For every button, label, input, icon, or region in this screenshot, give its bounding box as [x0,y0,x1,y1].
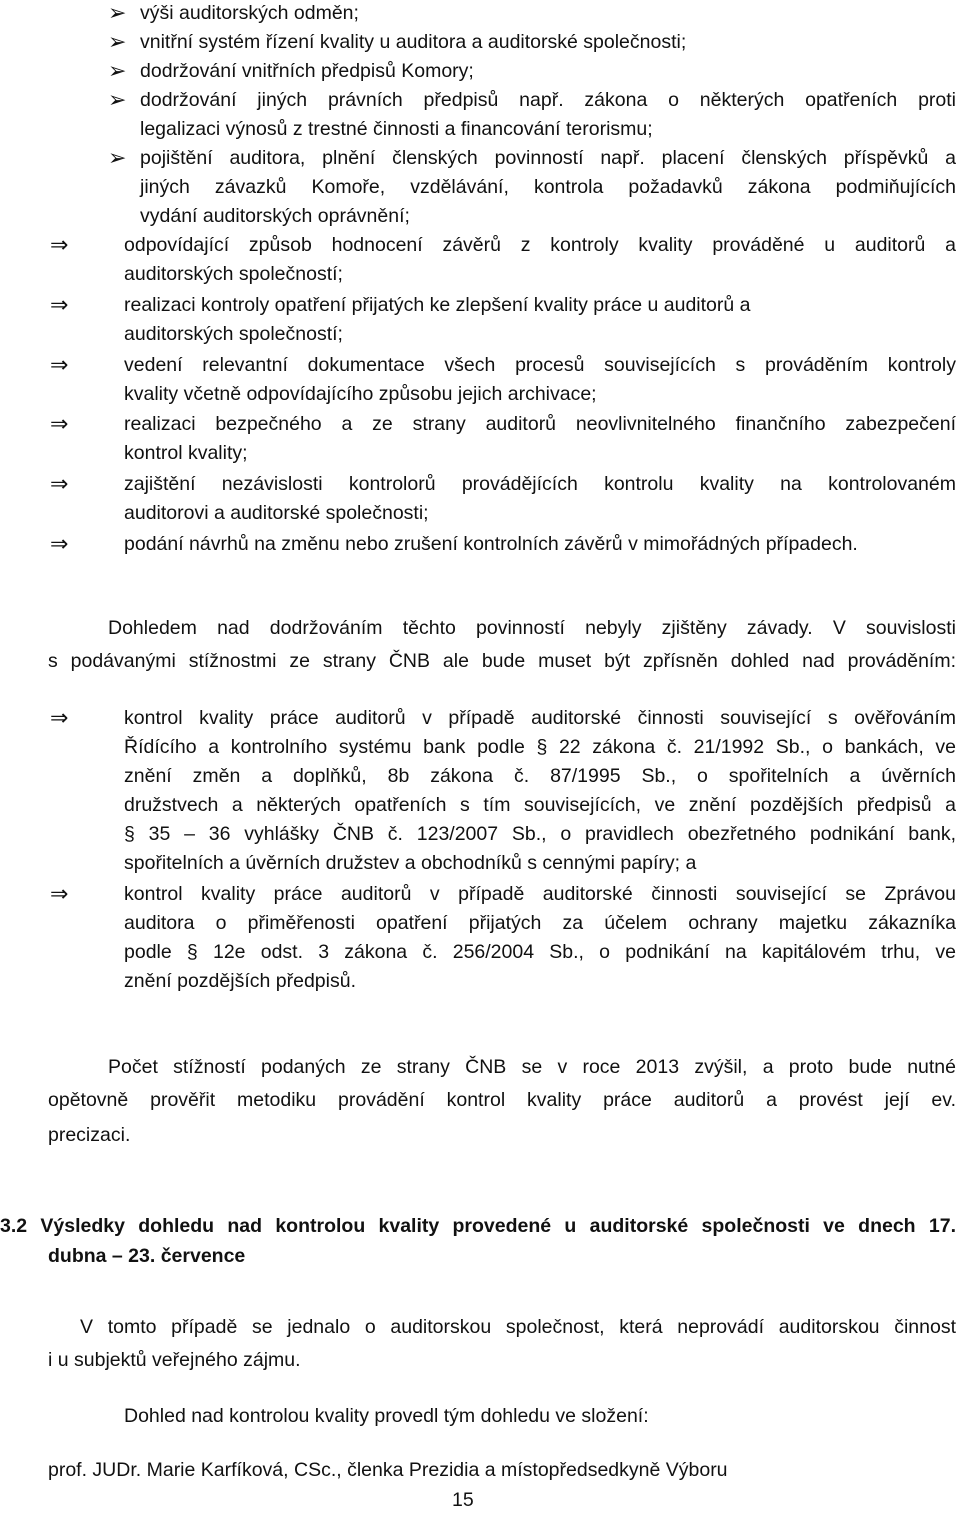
paragraph-line: opětovně prověřit metodiku provádění kontrol kvality práce auditorů a provést její ev. [48,1089,956,1111]
list-item: kontrol kvality práce auditorů v případě auditorské činnosti související se Zprávou [124,883,956,905]
list-item-continuation: podle § 12e odst. 3 zákona č. 256/2004 Sb., o podnikání na kapitálovém trhu, ve [124,941,956,963]
arrow-bullet-icon: ⇒ [50,352,69,377]
list-item: vedení relevantní dokumentace všech procesů souvisejících s prováděním kontroly [124,354,956,376]
list-item: výši auditorských odměn; [140,2,359,24]
paragraph-line: s podávanými stížnostmi ze strany ČNB ale bude muset být zpřísněn dohled nad prováděním: [48,650,956,672]
list-item: odpovídající způsob hodnocení závěrů z kontroly kvality prováděné u auditorů a [124,234,956,256]
list-item: realizaci bezpečného a ze strany auditorů neovlivnitelného finančního zabezpečení [124,413,956,435]
list-item-continuation: kvality včetně odpovídajícího způsobu jejich archivace; [124,383,597,405]
list-item-continuation: Řídícího a kontrolního systému bank podle § 22 zákona č. 21/1992 Sb., o bankách, ve [124,736,956,758]
list-item: realizaci kontroly opatření přijatých ke zlepšení kvality práce u auditorů a [124,294,751,316]
arrow-bullet-icon: ⇒ [50,411,69,436]
paragraph-line: prof. JUDr. Marie Karfíková, CSc., členka Prezidia a místopředsedkyně Výboru [48,1459,728,1481]
list-item: zajištění nezávislosti kontrolorů provádějících kontrolu kvality na kontrolovaném [124,473,956,495]
list-item-continuation: § 35 – 36 vyhlášky ČNB č. 123/2007 Sb., o pravidlech obezřetného podnikání bank, [124,823,956,845]
arrow-bullet-icon: ⇒ [50,881,69,906]
list-item-continuation: jiných závazků Komoře, vzdělávání, kontrola požadavků zákona podmiňujících [140,176,956,198]
list-item-continuation: auditorských společností; [124,323,343,345]
list-item-continuation: legalizaci výnosů z trestné činnosti a financování terorismu; [140,118,653,140]
list-item-continuation: vydání auditorských oprávnění; [140,205,410,227]
paragraph-line: Počet stížností podaných ze strany ČNB se v roce 2013 zvýšil, a proto bude nutné [108,1056,956,1078]
list-item: pojištění auditora, plnění členských povinností např. placení členských příspěvků a [140,147,956,169]
paragraph-line: Dohled nad kontrolou kvality provedl tým dohledu ve složení: [124,1405,649,1427]
list-item: dodržování vnitřních předpisů Komory; [140,60,474,82]
arrow-bullet-icon: ⇒ [50,232,69,257]
checklist-bullet-icon: ➢ [108,145,127,170]
checklist-bullet-icon: ➢ [108,58,127,83]
list-item-continuation: spořitelních a úvěrních družstev a obchodníků s cennými papíry; a [124,852,697,874]
list-item-continuation: auditora o přiměřenosti opatření přijatých za účelem ochrany majetku zákazníka [124,912,956,934]
list-item-continuation: družstvech a některých opatřeních s tím souvisejících, ve znění pozdějších předpisů a [124,794,956,816]
list-item-continuation: auditorovi a auditorské společnosti; [124,502,429,524]
list-item-continuation: auditorských společností; [124,263,343,285]
checklist-bullet-icon: ➢ [108,0,127,25]
paragraph-line: precizaci. [48,1124,131,1146]
list-item-continuation: znění změn a doplňků, 8b zákona č. 87/1995 Sb., o spořitelních a úvěrních [124,765,956,787]
list-item: podání návrhů na změnu nebo zrušení kontrolních závěrů v mimořádných případech. [124,533,858,555]
checklist-bullet-icon: ➢ [108,87,127,112]
list-item: kontrol kvality práce auditorů v případě auditorské činnosti související s ověřováním [124,707,956,729]
list-item-continuation: kontrol kvality; [124,442,248,464]
page-number: 15 [452,1489,474,1511]
arrow-bullet-icon: ⇒ [50,531,69,556]
section-heading-continuation: dubna – 23. července [48,1245,246,1267]
paragraph-line: i u subjektů veřejného zájmu. [48,1349,301,1371]
list-item: vnitřní systém řízení kvality u auditora a auditorské společnosti; [140,31,687,53]
arrow-bullet-icon: ⇒ [50,471,69,496]
list-item-continuation: znění pozdějších předpisů. [124,970,356,992]
list-item: dodržování jiných právních předpisů např. zákona o některých opatřeních proti [140,89,956,111]
paragraph-line: V tomto případě se jednalo o auditorskou společnost, která neprovádí auditorskou činnost [80,1316,956,1338]
checklist-bullet-icon: ➢ [108,29,127,54]
arrow-bullet-icon: ⇒ [50,705,69,730]
paragraph-line: Dohledem nad dodržováním těchto povinností nebyly zjištěny závady. V souvislosti [108,617,956,639]
arrow-bullet-icon: ⇒ [50,292,69,317]
section-heading: 3.2 Výsledky dohledu nad kontrolou kvality provedené u auditorské společnosti ve dnech 17. [0,1215,956,1237]
